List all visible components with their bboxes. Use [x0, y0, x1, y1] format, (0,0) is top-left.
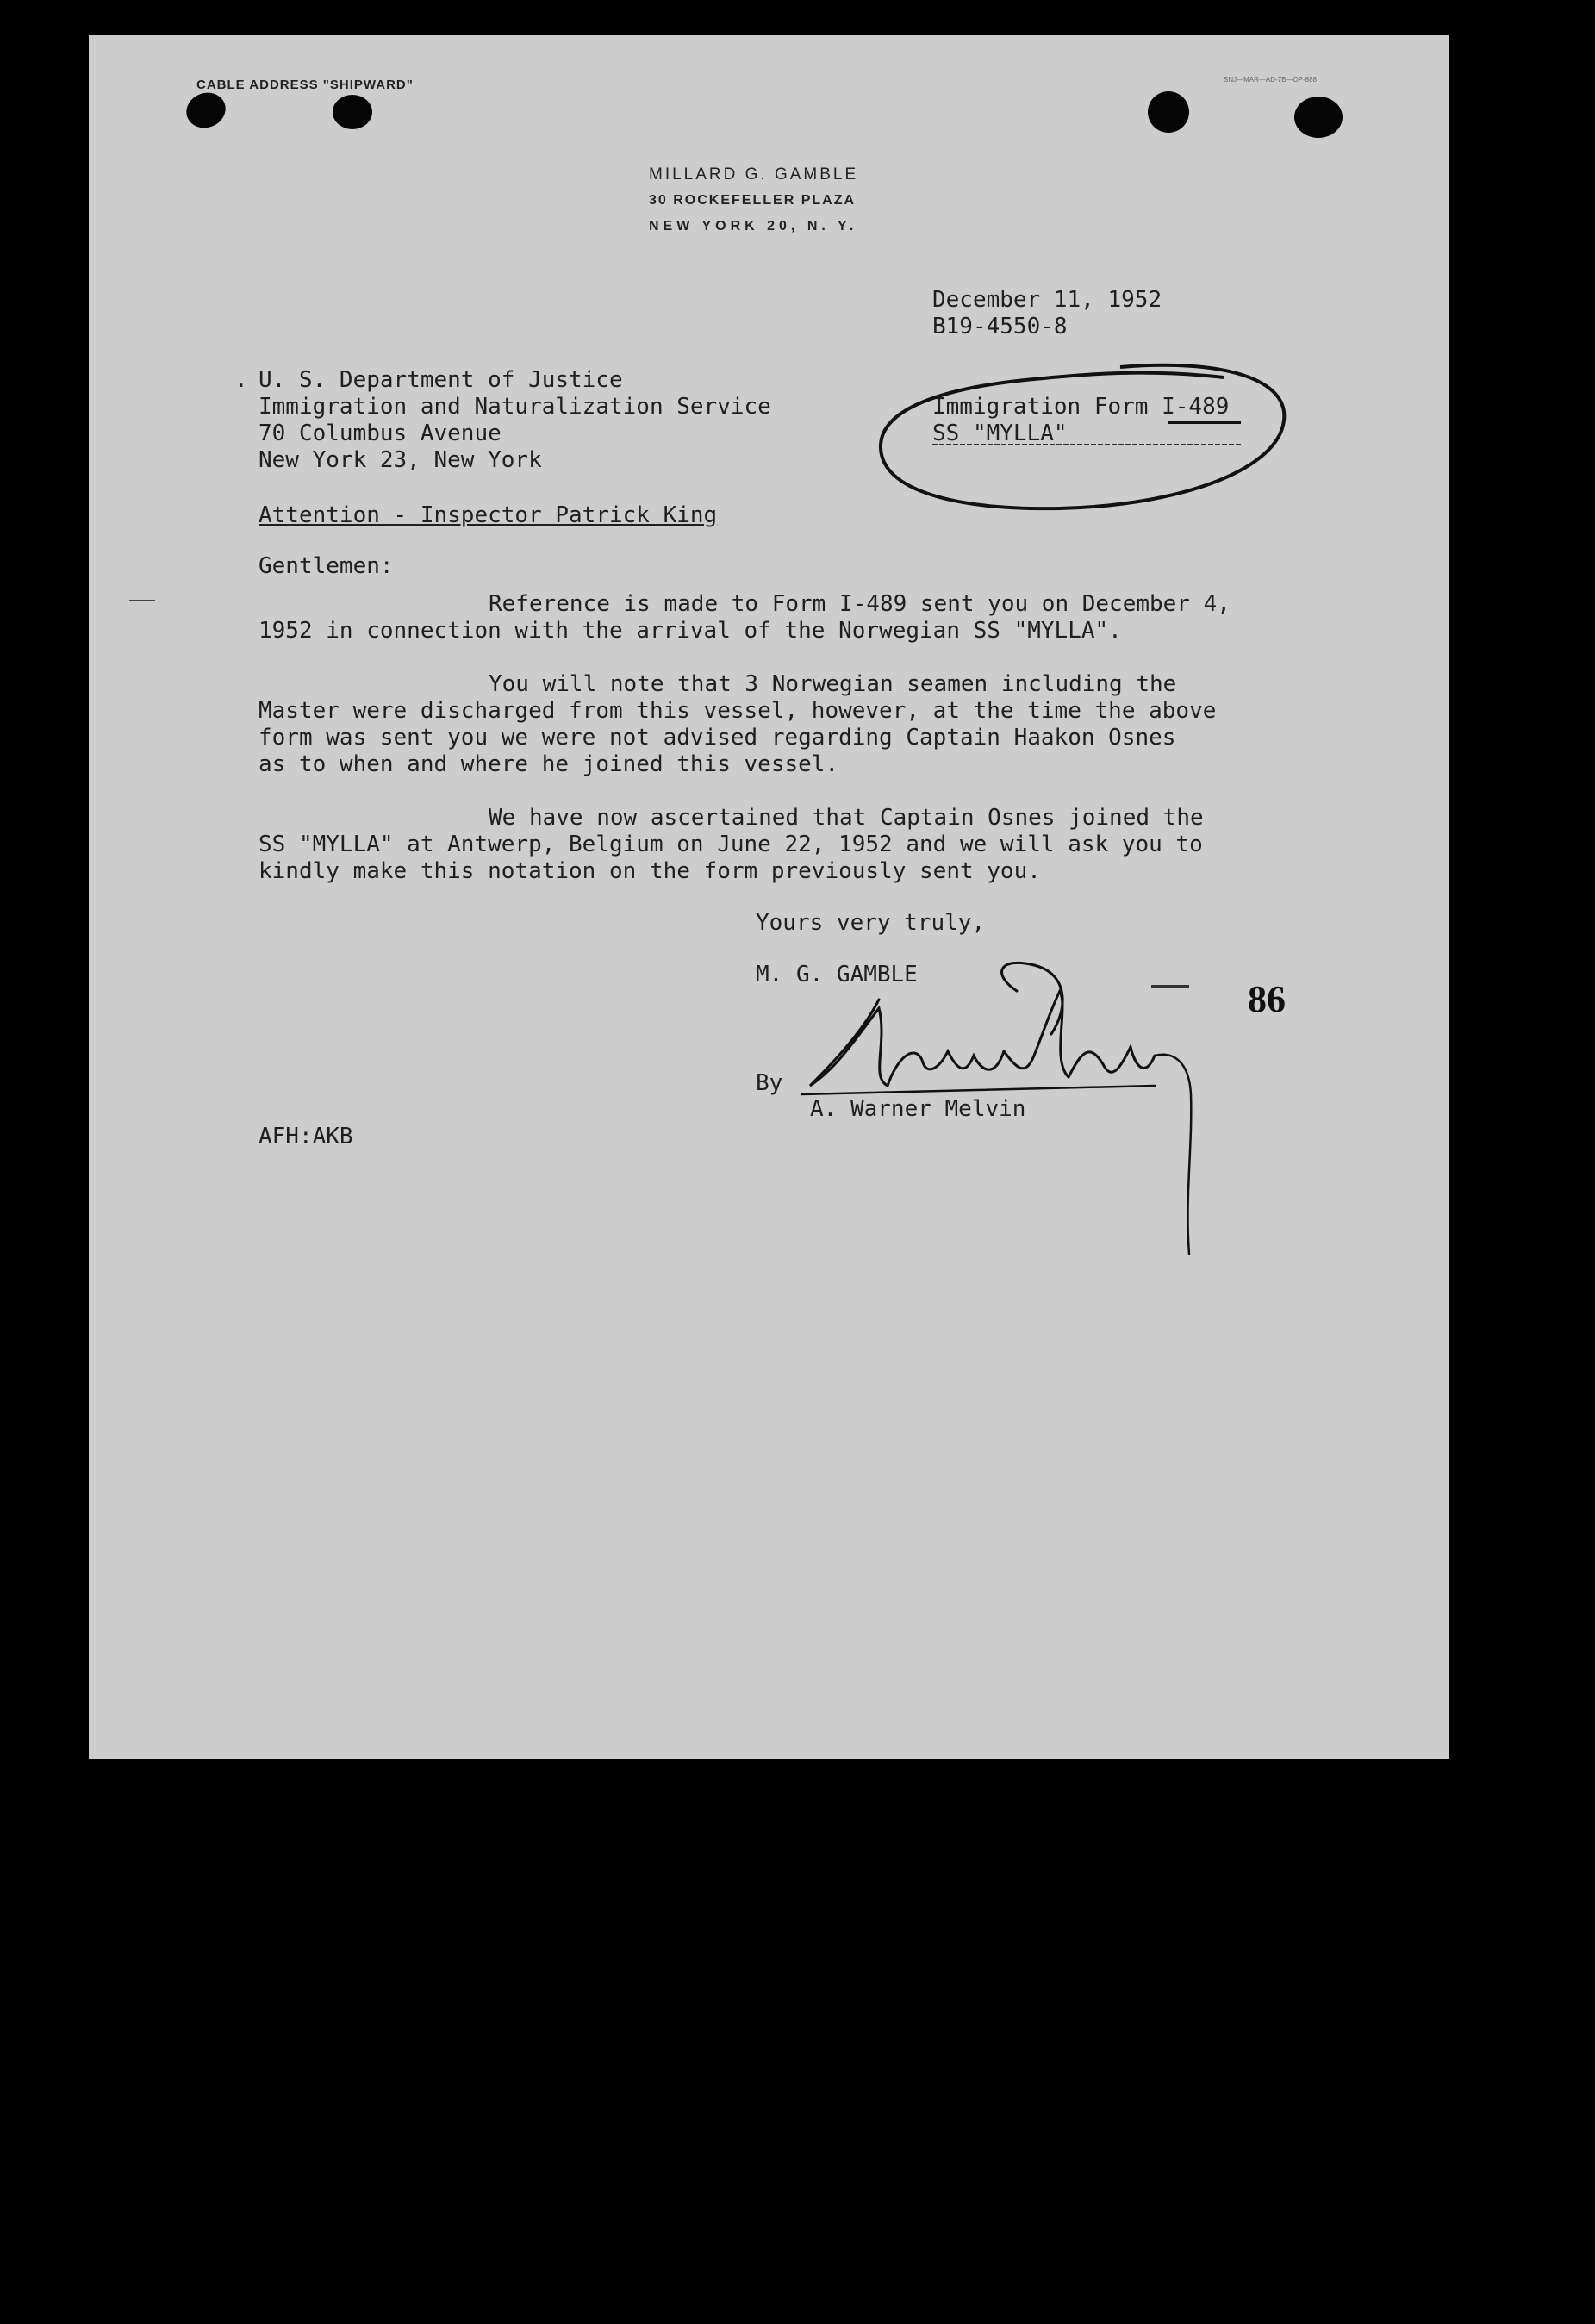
paragraph-2-line-2: Master were discharged from this vessel, however, at the time the above — [259, 698, 1217, 724]
punch-hole-left-center — [333, 95, 372, 129]
salutation: Gentlemen: — [259, 553, 394, 579]
punch-hole-right-center — [1148, 91, 1189, 133]
paragraph-2-line-1: You will note that 3 Norwegian seamen including the — [489, 671, 1177, 697]
paragraph-3-line-1: We have now ascertained that Captain Osnes joined the — [489, 805, 1204, 831]
letterhead-name: MILLARD G. GAMBLE — [649, 165, 859, 184]
recipient-line-2: Immigration and Naturalization Service — [259, 394, 771, 420]
letter-date: December 11, 1952 — [932, 287, 1162, 313]
attention-line: Attention - Inspector Patrick King — [259, 502, 718, 528]
signer-name: A. Warner Melvin — [810, 1096, 1026, 1122]
letter-page — [89, 35, 1449, 1759]
recipient-bullet: . — [234, 367, 248, 393]
closing: Yours very truly, — [756, 910, 986, 936]
punch-hole-right — [1294, 97, 1343, 138]
paragraph-1-line-2: 1952 in connection with the arrival of the Norwegian SS "MYLLA". — [259, 618, 1122, 644]
recipient-line-3: 70 Columbus Avenue — [259, 421, 502, 446]
page-number: 86 — [1248, 978, 1286, 1020]
paragraph-3-line-3: kindly make this notation on the form previously sent you. — [259, 858, 1041, 884]
margin-mark — [129, 600, 155, 601]
paragraph-2-line-3: form was sent you we were not advised regarding Captain Haakon Osnes — [259, 725, 1176, 751]
reference-annotation — [862, 353, 1301, 517]
form-code: SNJ—MAR—AD-7B—OP-888 — [1224, 76, 1318, 84]
letterhead-address-2: NEW YORK 20, N. Y. — [649, 219, 858, 234]
by-label: By — [756, 1070, 783, 1096]
company-signature: M. G. GAMBLE — [756, 962, 918, 988]
file-number: B19-4550-8 — [932, 314, 1068, 340]
reference-line-1: Immigration Form I-489 — [932, 394, 1230, 420]
typist-initials: AFH:AKB — [259, 1124, 353, 1150]
letterhead-address-1: 30 ROCKEFELLER PLAZA — [649, 193, 857, 208]
recipient-line-4: New York 23, New York — [259, 447, 542, 473]
cable-address: CABLE ADDRESS "SHIPWARD" — [196, 78, 414, 92]
recipient-line-1: U. S. Department of Justice — [259, 367, 623, 393]
paragraph-1-line-1: Reference is made to Form I-489 sent you on December 4, — [489, 591, 1231, 617]
reference-line-2: SS "MYLLA" — [932, 421, 1068, 446]
paragraph-3-line-2: SS "MYLLA" at Antwerp, Belgium on June 22, 1952 and we will ask you to — [259, 832, 1203, 857]
paragraph-2-line-4: as to when and where he joined this vessel. — [259, 751, 839, 777]
